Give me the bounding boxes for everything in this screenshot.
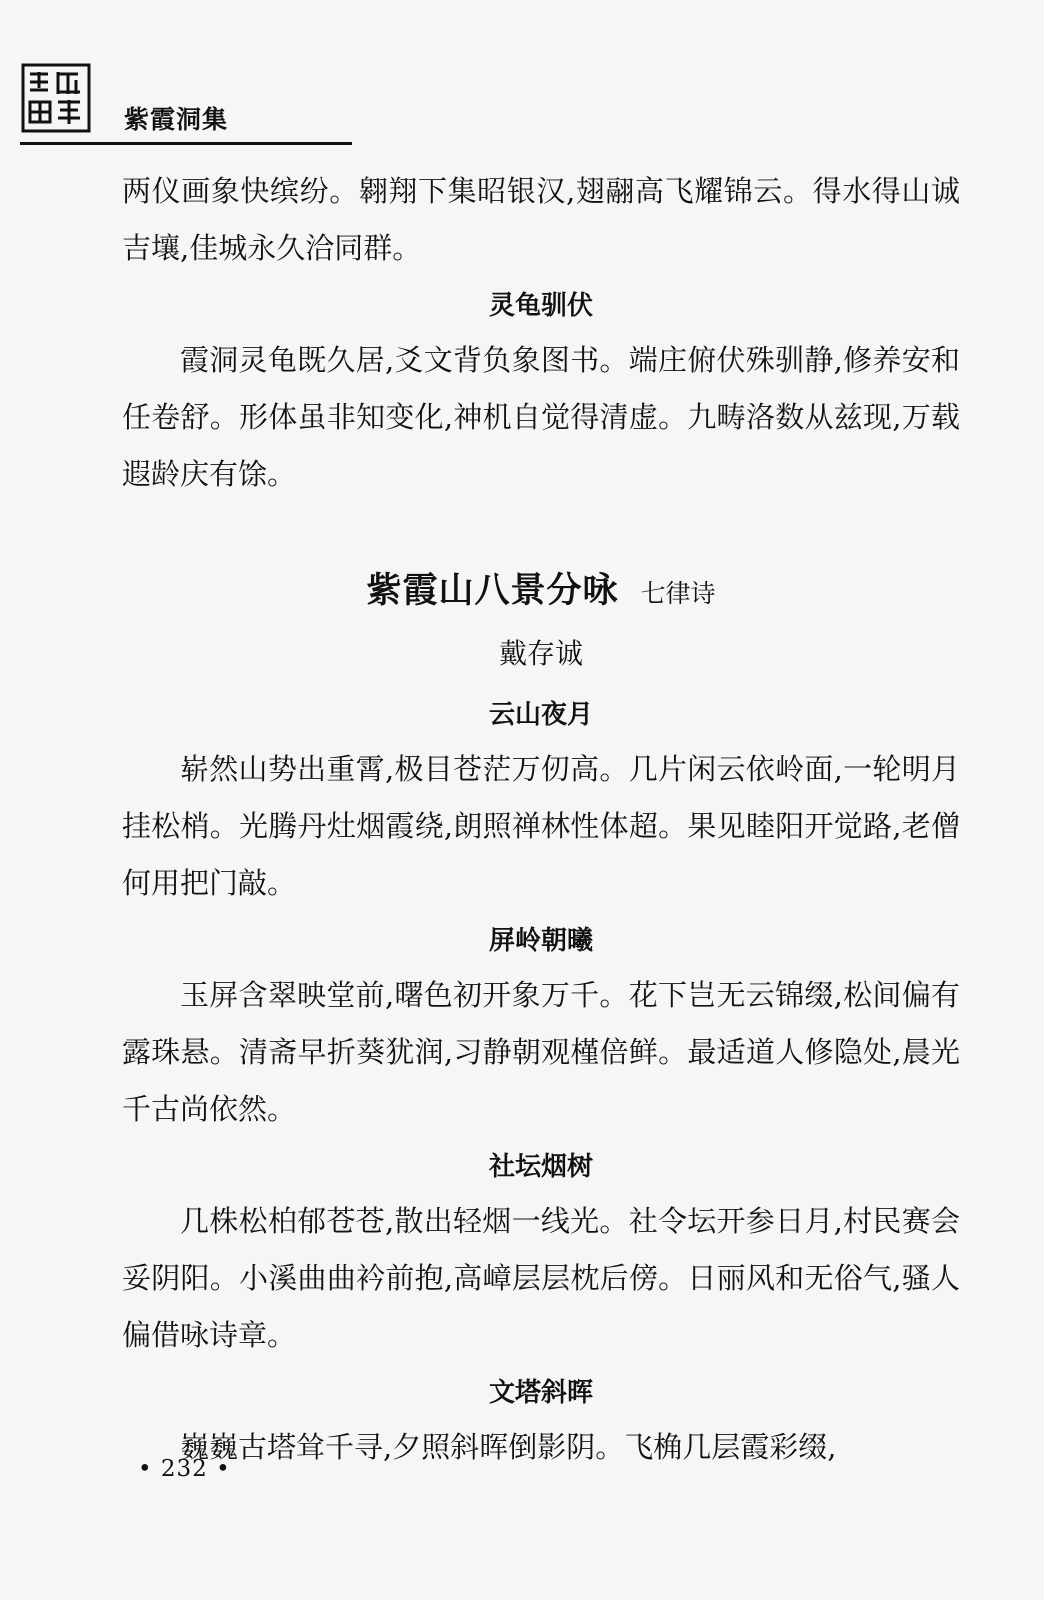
poem-paragraph: 几株松柏郁苍苍,散出轻烟一线光。社令坛开参日月,村民赛会妥阴阳。小溪曲曲衿前抱,高嶂层层枕后傍。日丽风和无俗气,骚人偏借咏诗章。 — [122, 1204, 960, 1352]
poem-paragraph: 崭然山势出重霄,极目苍茫万仞高。几片闲云依岭面,一轮明月挂松梢。光腾丹灶烟霞绕,朗照禅林性体超。果见睦阳开觉路,老僧何用把门敲。 — [122, 752, 960, 900]
running-header-title: 紫霞洞集 — [124, 105, 229, 134]
section-author: 戴存诚 — [498, 637, 583, 670]
poem-subheading: 屏岭朝曦 — [488, 926, 593, 956]
poem-subheading: 灵龟驯伏 — [488, 291, 593, 321]
poem-subheading: 文塔斜晖 — [488, 1378, 593, 1408]
poem-subheading: 社坛烟树 — [488, 1152, 593, 1182]
page-number: • 232 • — [138, 1456, 231, 1482]
poem-paragraph: 玉屏含翠映堂前,曙色初开象万千。花下岂无云锦缀,松间偏有露珠悬。清斋早折葵犹润,习静朝观槿倍鲜。最适道人修隐处,晨光千古尚依然。 — [122, 978, 960, 1126]
section-title-row — [122, 561, 960, 627]
header-rule — [20, 142, 352, 145]
poem-paragraph: 巍巍古塔耸千寻,夕照斜晖倒影阴。飞桷几层霞彩缀, — [180, 1430, 837, 1464]
section-verse-type: 七律诗 — [640, 579, 716, 608]
poem-subheading: 云山夜月 — [488, 700, 593, 730]
section-title: 紫霞山八景分咏 — [366, 570, 619, 611]
poem-paragraph: 霞洞灵龟既久居,爻文背负象图书。端庄俯伏殊驯静,修养安和任卷舒。形体虽非知变化,神机自觉得清虚。九畴洛数从兹现,万载遐龄庆有馀。 — [122, 343, 960, 491]
seal-stamp-icon — [20, 62, 92, 134]
poem-paragraph-continued: 两仪画象快缤纷。翱翔下集昭银汉,翅翮高飞耀锦云。得水得山诚吉壤,佳城永久洽同群。 — [122, 174, 960, 265]
page-body — [122, 163, 960, 1476]
